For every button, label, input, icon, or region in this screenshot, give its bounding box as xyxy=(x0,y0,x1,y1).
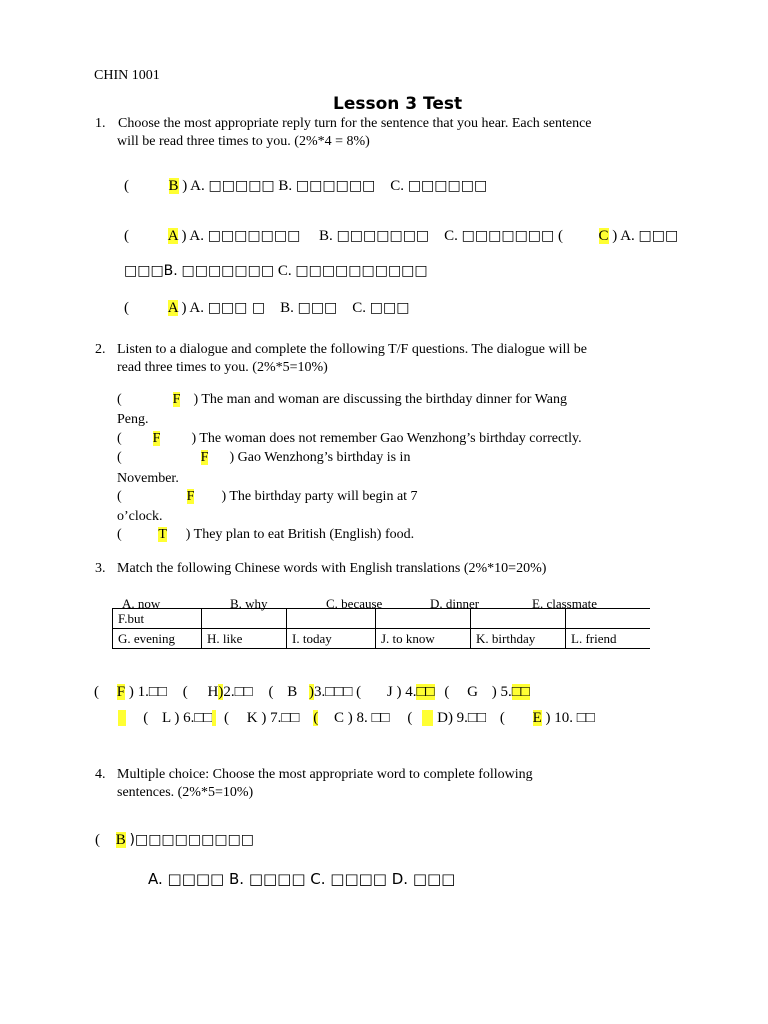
open-paren: ( xyxy=(95,832,100,848)
option-c-text: □□□□□□ xyxy=(407,178,488,194)
option-b-text: □□□ xyxy=(297,300,338,316)
answer-box[interactable]: B xyxy=(115,832,126,848)
answer-box[interactable]: A xyxy=(167,300,178,316)
option-b-text: □□□□□□□ xyxy=(336,228,430,244)
option-a-text: □□□ xyxy=(638,228,679,244)
table-cell: L. friend xyxy=(566,629,651,649)
q2-text-line1: Listen to a dialogue and complete the following T/F questions. The dialogue will be xyxy=(117,342,587,357)
answer-box[interactable]: L xyxy=(162,710,171,726)
tf-item-1 xyxy=(117,392,567,408)
answer-box[interactable]: F xyxy=(116,684,126,700)
q4-item1-options: A. □□□□ B. □□□□ C. □□□□ D. □□□ xyxy=(148,870,456,888)
answer-box[interactable]: F xyxy=(152,431,161,446)
highlight-mark xyxy=(118,710,126,726)
match-item: 2.□□ xyxy=(223,684,253,700)
q1-number: 1. xyxy=(95,116,106,131)
answer-box[interactable]: F xyxy=(172,392,181,407)
page-title: Lesson 3 Test xyxy=(333,94,463,114)
match-item: ) 4. xyxy=(396,684,417,700)
course-code: CHIN 1001 xyxy=(94,68,160,83)
answer-box[interactable]: J xyxy=(386,684,393,700)
match-option-c: C. because xyxy=(326,596,383,611)
tf-statement: ) They plan to eat British (English) food. xyxy=(185,527,415,542)
q4-text-line1: Multiple choice: Choose the most appropriate word to complete following xyxy=(117,767,533,782)
answer-box[interactable]: H xyxy=(207,684,219,700)
open-paren: ( xyxy=(223,710,229,726)
table-cell: H. like xyxy=(202,629,287,649)
answer-box[interactable]: C xyxy=(598,228,609,244)
q1-text-line2: will be read three times to you. (2%*4 = 8%) xyxy=(117,134,370,149)
match-item: ) 5. xyxy=(491,684,512,700)
match-item: ) 1.□□ xyxy=(128,684,167,700)
option-c-label: C. xyxy=(352,300,367,316)
table-cell: K. birthday xyxy=(471,629,566,649)
tf-statement: ) The woman does not remember Gao Wenzhong’s birthday correctly. xyxy=(191,431,582,446)
open-paren: ( xyxy=(268,684,274,700)
answer-box[interactable]: B xyxy=(287,684,298,700)
table-cell: J. to know xyxy=(376,629,471,649)
option-b-label: B. xyxy=(319,228,333,244)
open-paren: ( xyxy=(499,710,505,726)
match-item-text: □□ xyxy=(511,684,530,700)
option-c-label: C. xyxy=(390,178,405,194)
open-paren: ( xyxy=(117,489,122,504)
tf-item-4-cont: o’clock. xyxy=(117,509,163,524)
open-paren: ( xyxy=(124,228,129,244)
q2-number: 2. xyxy=(95,342,106,357)
option-c-text: □□□□□□□□□□ xyxy=(295,263,428,279)
table-cell xyxy=(202,609,287,629)
answer-box[interactable]: E xyxy=(532,710,542,726)
table-cell xyxy=(566,609,651,629)
q1-item3-cont xyxy=(124,263,428,280)
table-cell xyxy=(376,609,471,629)
match-item: ) 6.□□ xyxy=(174,710,213,726)
open-paren: ( xyxy=(117,450,122,465)
tf-item-3 xyxy=(117,450,410,466)
question-stem: )□□□□□□□□□ xyxy=(129,832,255,848)
option-a-text: □□□□□ xyxy=(208,178,275,194)
tf-statement: ) Gao Wenzhong’s birthday is in xyxy=(229,450,411,465)
q4-item1 xyxy=(95,832,254,849)
answer-box[interactable]: F xyxy=(186,489,195,504)
answer-box[interactable]: T xyxy=(158,527,167,542)
table-row xyxy=(113,629,651,649)
close-paren: ) xyxy=(218,684,224,700)
option-a-text: □□□□□□□ xyxy=(207,228,301,244)
option-b-text: □□□□□□□ xyxy=(181,263,275,279)
open-paren: ( xyxy=(124,178,129,194)
tf-statement: ) The man and woman are discussing the birthday dinner for Wang xyxy=(193,392,568,407)
q3-text: Match the following Chinese words with English translations (2%*10=20%) xyxy=(117,561,547,576)
answer-box[interactable]: G xyxy=(467,684,478,700)
table-cell xyxy=(471,609,566,629)
q3-number: 3. xyxy=(95,561,106,576)
option-b-label: B. xyxy=(280,300,294,316)
option-a-label: ) A. xyxy=(181,300,204,316)
answer-box[interactable]: B xyxy=(168,178,179,194)
answer-box[interactable]: D xyxy=(437,710,448,726)
option-c-label: C. xyxy=(277,263,292,279)
open-paren: ( xyxy=(182,684,188,700)
option-c-label: C. xyxy=(444,228,458,244)
table-cell: G. evening xyxy=(113,629,202,649)
open-paren: ( xyxy=(117,527,122,542)
match-option-b: B. why xyxy=(230,596,268,611)
tf-item-4 xyxy=(117,489,418,505)
option-a-label: ) A. xyxy=(182,178,205,194)
table-cell: I. today xyxy=(287,629,376,649)
q4-number: 4. xyxy=(95,767,106,782)
open-paren: ( xyxy=(117,431,122,446)
option-b-text: □□□□□□ xyxy=(295,178,376,194)
option-c-text: □□□ xyxy=(369,300,410,316)
match-option-a: A. now xyxy=(122,596,161,611)
open-paren: ( xyxy=(558,228,564,244)
table-cell xyxy=(287,609,376,629)
open-paren: ( xyxy=(313,710,319,726)
q4-text-line2: sentences. (2%*5=10%) xyxy=(117,785,254,800)
option-a-label: ) A. xyxy=(612,228,635,244)
answer-box[interactable]: F xyxy=(200,450,209,465)
answer-box[interactable]: K xyxy=(246,710,258,726)
table-row xyxy=(113,609,651,629)
option-b-label: B. xyxy=(278,178,293,194)
q1-text-line1: Choose the most appropriate reply turn for the sentence that you hear. Each sentence xyxy=(118,116,592,131)
option-c-text: □□□□□□□ xyxy=(461,228,555,244)
open-paren: ( xyxy=(117,392,122,407)
match-option-d: D. dinner xyxy=(430,596,480,611)
match-item: ) 10. □□ xyxy=(545,710,595,726)
q1-item1 xyxy=(124,178,487,195)
option-a-label: ) A. xyxy=(181,228,204,244)
q1-item4 xyxy=(124,300,409,317)
match-answers-line1 xyxy=(94,684,530,701)
match-item-text: □□ xyxy=(416,684,435,700)
match-item: 3.□□□ ( xyxy=(313,684,362,700)
open-paren: ( xyxy=(124,300,129,316)
answer-box[interactable]: C xyxy=(333,710,344,726)
open-paren: ( xyxy=(444,684,450,700)
tf-item-2 xyxy=(117,431,582,447)
match-table xyxy=(112,608,650,649)
tf-item-5 xyxy=(117,527,414,543)
match-answers-line2 xyxy=(118,710,595,727)
tf-statement: ) The birthday party will begin at 7 xyxy=(221,489,418,504)
tf-item-3-cont: November. xyxy=(117,471,179,486)
q2-text-line2: read three times to you. (2%*5=10%) xyxy=(117,360,328,375)
open-paren: ( xyxy=(407,710,413,726)
close-paren: ) xyxy=(308,684,314,700)
tf-item-1-cont: Peng. xyxy=(117,412,149,427)
highlight-mark xyxy=(422,710,433,726)
table-cell: F.but xyxy=(113,609,202,629)
highlight-mark xyxy=(212,710,216,726)
match-item: ) 7.□□ xyxy=(261,710,300,726)
q1-item2 xyxy=(124,228,678,245)
open-paren: ( xyxy=(143,710,149,726)
answer-box[interactable]: A xyxy=(167,228,178,244)
match-item: ) 8. □□ xyxy=(347,710,390,726)
open-paren: ( xyxy=(94,684,99,700)
option-a-cont: □□□B. xyxy=(124,263,178,279)
match-item: ) 9.□□ xyxy=(447,710,487,726)
option-a-text: □□□ □ xyxy=(207,300,266,316)
match-option-e: E. classmate xyxy=(532,596,597,611)
